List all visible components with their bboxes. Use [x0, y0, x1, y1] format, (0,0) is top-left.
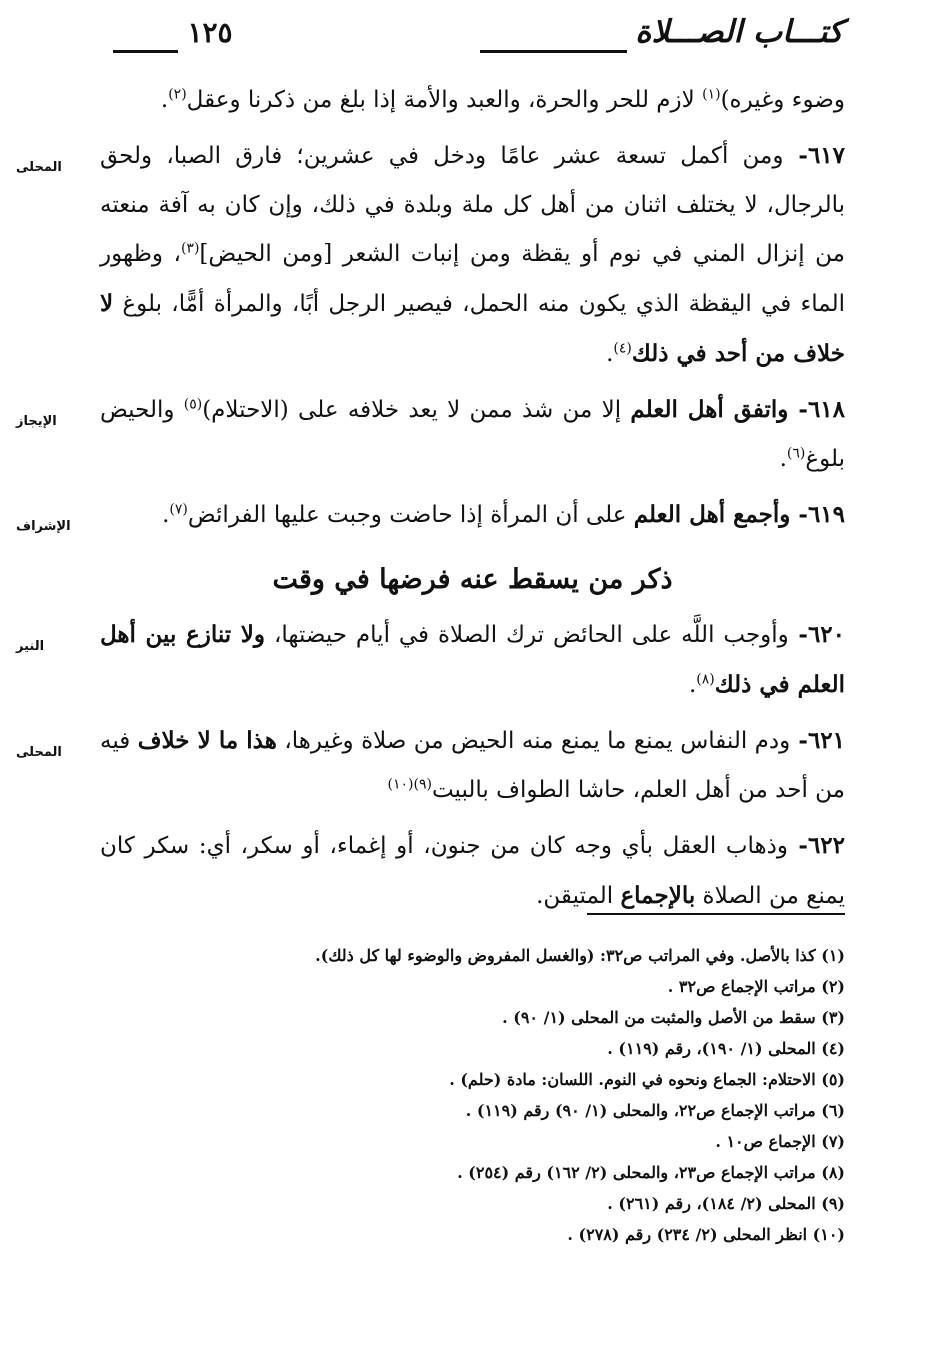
bold-text: بالإجماع: [620, 882, 696, 909]
footnote-ref: (٧): [169, 501, 188, 518]
header-rule: [480, 50, 627, 53]
bold-text: ولا تنازع بين أهل العلم في ذلك: [100, 621, 845, 698]
paragraph-p620: [16, 610, 845, 710]
bold-text: واتفق أهل العلم: [630, 396, 789, 423]
paragraph-number: ٦١٨-: [788, 396, 845, 423]
paragraph-p621: [16, 716, 846, 815]
paragraph-number: ٦٢٠-: [788, 621, 845, 648]
paragraph-p622: [100, 821, 845, 921]
main-text: [16, 76, 846, 927]
footnote-ref: (٩)(١٠): [387, 776, 432, 793]
footnote: (٨) مراتب الإجماع ص٢٣، والمحلى (٢/ ١٦٢) رقم (٢٥٤) .: [457, 1163, 845, 1182]
text-run: .: [162, 502, 170, 528]
footnote: (٥) الاحتلام: الجماع ونحوه في النوم. اللسان: مادة (حلم) .: [449, 1070, 845, 1089]
paragraph-p618: [16, 385, 845, 484]
paragraph-number: ٦٢١-: [790, 727, 846, 754]
footnote: (٦) مراتب الإجماع ص٢٢، والمحلى (١/ ٩٠) رقم (١١٩) .: [465, 1101, 845, 1120]
footnote-ref: (١): [702, 86, 721, 103]
bold-text: وأجمع أهل العلم: [633, 501, 791, 528]
footnote: (٤) المحلى (١/ ١٩٠)، رقم (١١٩) .: [607, 1039, 845, 1058]
text-run: لازم للحر والحرة، والعبد والأمة إذا بلغ من ذكرنا وعقل: [186, 87, 703, 113]
footnote: (٧) الإجماع ص١٠ .: [715, 1132, 845, 1151]
source-label: الإيجاز: [16, 414, 57, 429]
footnote: (٢) مراتب الإجماع ص٣٢ .: [667, 977, 845, 996]
text-run: وذهاب العقل بأي وجه كان من جنون، أو إغماء، أو سكر، أي: سكر كان يمنع من الصلاة: [100, 833, 845, 909]
footnote-separator: [587, 913, 845, 915]
paragraph-number: ٦١٩-: [790, 501, 845, 528]
footnote-ref: (٦): [786, 445, 806, 462]
running-title: كتـــاب الصـــلاة: [635, 14, 843, 50]
source-label: الإشراف: [16, 519, 71, 534]
text-run: ومن أكمل تسعة عشر عامًا ودخل في عشرين؛ فارق الصبا، ولحق بالرجال، لا يختلف اثنان من أهل كل ملة وبلدة في ذلك، وإن كان به آفة منعته من إنزال المني في نوم أو يقظة ومن إنبات الشعر [ومن الحيض]: [100, 143, 845, 267]
paragraph-number: ٦١٧-: [783, 142, 845, 169]
page-header: [95, 14, 843, 70]
paragraph-number: ٦٢٢-: [788, 832, 845, 859]
paragraph-group: [16, 76, 845, 540]
footnote-ref: (٣): [180, 240, 200, 257]
source-label: المحلى: [16, 160, 62, 175]
header-rule: [113, 50, 178, 53]
text-run: إلا من شذ ممن لا يعد خلافه على (الاحتلام): [202, 397, 631, 423]
footnote-ref: (٤): [613, 340, 632, 357]
text-run: ، وظهور الماء في اليقظة الذي يكون منه الحمل، فيصير الرجل أبًا، والمرأة أمًّا، بلوغ: [100, 241, 845, 317]
section-heading: ذكر من يسقط عنه فرضها في وقت: [272, 564, 673, 595]
source-label: النير: [16, 639, 45, 654]
text-run: وضوء وغيره): [720, 87, 845, 113]
text-run: والحيض بلوغ: [100, 397, 845, 472]
source-label: المحلى: [16, 745, 62, 760]
text-run: ودم النفاس يمنع ما يمنع منه الحيض من صلاة وغيرها،: [276, 728, 791, 754]
text-run: .: [606, 341, 614, 367]
footnote: (٩) المحلى (٢/ ١٨٤)، رقم (٢٦١) .: [607, 1194, 845, 1213]
text-run: وأوجب اللَّه على الحائض ترك الصلاة في أيام حيضتها،: [265, 622, 789, 648]
footnote-ref: (٥): [183, 396, 203, 413]
text-run: .: [688, 672, 697, 698]
paragraph-p617: [16, 131, 845, 379]
text-run: .: [779, 446, 787, 472]
text-run: فيه من أحد من أهل العلم، حاشا الطواف بالبيت: [100, 728, 845, 803]
footnote-ref: (٢): [168, 86, 187, 103]
page-number: ١٢٥: [187, 16, 233, 49]
footnote: (١٠) انظر المحلى (٢/ ٢٣٤) رقم (٢٧٨) .: [567, 1225, 845, 1244]
footnote: (١) كذا بالأصل. وفي المراتب ص٣٢: (والغسل المفروض والوضوء لها كل ذلك).: [315, 946, 845, 965]
paragraph-cont: [100, 76, 845, 125]
text-run: على أن المرأة إذا حاضت وجبت عليها الفرائض: [187, 502, 634, 528]
footnote-ref: (٨): [696, 671, 715, 688]
footnotes: [100, 940, 845, 1250]
footnote: (٣) سقط من الأصل والمثبت من المحلى (١/ ٩٠) .: [502, 1008, 845, 1027]
paragraph-group: [16, 610, 846, 921]
bold-text: لا خلاف من أحد في ذلك: [100, 290, 845, 367]
text-run: .: [160, 87, 169, 113]
text-run: المتيقن.: [536, 883, 621, 909]
paragraph-p619: [16, 490, 845, 540]
bold-text: هذا ما لا خلاف: [137, 727, 277, 754]
